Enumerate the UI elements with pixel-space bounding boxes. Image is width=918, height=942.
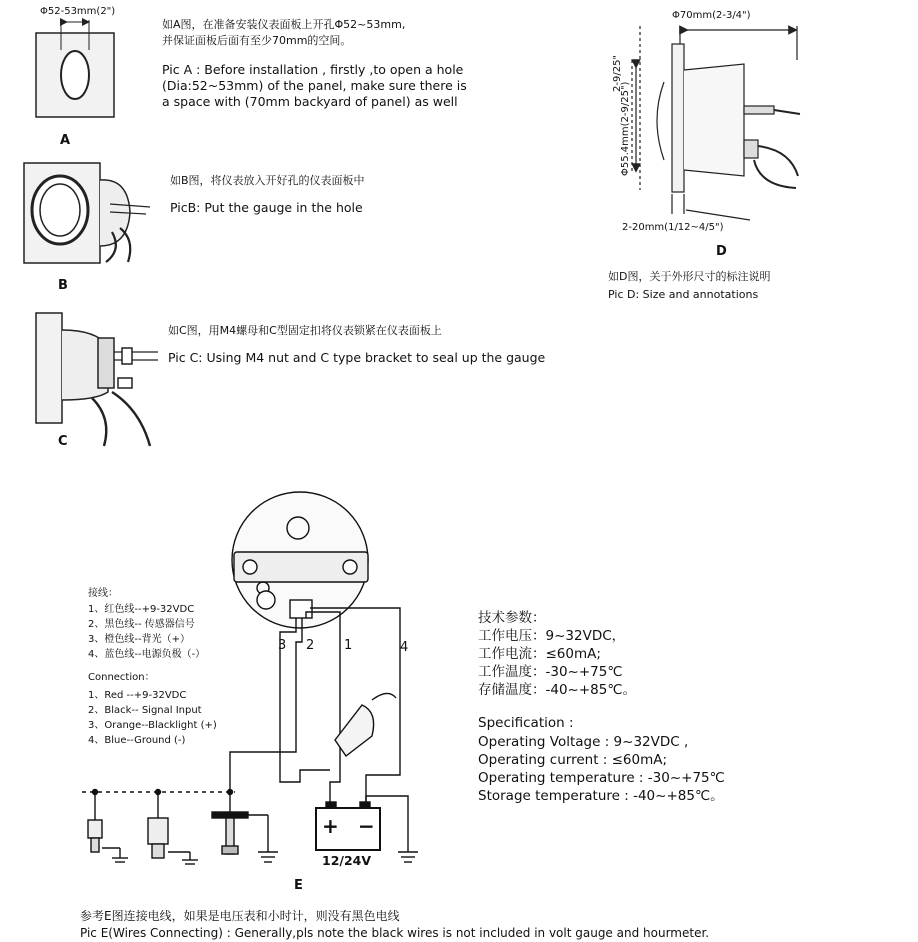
wiring-cn-item: 4、蓝色线--电源负极（-） [88, 649, 206, 660]
spec-en-line: Operating current : ≤60mA; [478, 752, 668, 768]
pic-c-en: Pic C: Using M4 nut and C type bracket to seal up the gauge [168, 350, 546, 365]
pic-a-cn-line1: 如A图，在准备安装仪表面板上开孔Φ52~53mm, [162, 18, 406, 31]
footer-en: Pic E(Wires Connecting) : Generally,pls note the black wires is not included in volt gauge and hourmeter. [80, 926, 710, 940]
wiring-en-item: 1、Red --+9-32VDC [88, 690, 187, 701]
pic-a-panel [36, 20, 114, 117]
pic-a-en-line1: Pic A : Before installation , firstly ,to open a hole [162, 62, 464, 77]
wiring-en-title: Connection： [88, 672, 155, 683]
spec-en-line: Operating temperature : -30~+75℃ [478, 770, 725, 786]
pic-c-cn: 如C图，用M4螺母和C型固定扣将仪表锁紧在仪表面板上 [168, 324, 442, 337]
spec-cn-line: 工作电压：9~32VDC， [478, 628, 626, 644]
pic-a-dimension: Φ52-53mm(2") [40, 6, 116, 17]
wire-number-1: 1 [344, 638, 353, 653]
wiring-cn-title: 接线： [88, 588, 118, 599]
wiring-cn-item: 3、橙色线--背光（+） [88, 634, 190, 645]
battery-plus: + [322, 814, 339, 838]
pic-d-dim-bottom: 2-20mm(1/12~4/5") [622, 222, 724, 233]
spec-en-line: Operating Voltage : 9~32VDC , [478, 734, 689, 750]
pic-a-en-line2: (Dia:52~53mm) of the panel, make sure there is [162, 78, 467, 93]
wiring-cn-item: 2、黑色线-- 传感器信号 [88, 619, 195, 630]
wire-number-4: 4 [400, 640, 409, 655]
wiring-en-item: 2、Black-- Signal Input [88, 705, 202, 716]
pic-c-gauge [36, 313, 158, 446]
pic-b-gauge [24, 163, 150, 263]
wiring-en-item: 4、Blue--Ground (-) [88, 735, 186, 746]
pic-d-sideview [632, 26, 800, 220]
spec-cn-title: 技术参数： [478, 610, 546, 626]
spec-en-title: Specification : [478, 715, 574, 731]
pic-a-en-line3: a space with (70mm backyard of panel) as well [162, 94, 458, 109]
spec-cn-line: 工作温度：-30~+75℃ [478, 664, 623, 680]
pic-d-en: Pic D: Size and annotations [608, 288, 759, 301]
wire-number-2: 2 [306, 638, 315, 653]
spec-cn-line: 存储温度：-40~+85℃。 [478, 682, 637, 698]
pic-a-letter: A [60, 133, 71, 148]
wiring-en-item: 3、Orange--Blacklight (+) [88, 720, 217, 731]
pic-d-dim-left: Φ55.4mm(2-9/25") [620, 81, 631, 176]
pic-d-dim-top: Φ70mm(2-3/4") [672, 10, 751, 21]
pic-d-cn: 如D图，关于外形尺寸的标注说明 [608, 270, 771, 283]
pic-a-cn-line2: 并保证面板后面有至少70mm的空间。 [162, 34, 352, 47]
pic-e-letter: E [294, 878, 303, 893]
battery-minus: − [358, 814, 375, 838]
pic-b-letter: B [58, 278, 68, 293]
spec-en-line: Storage temperature : -40~+85℃。 [478, 788, 724, 804]
pic-d-dim-left-top: 2-9/25" [612, 54, 623, 92]
pic-d-letter: D [716, 244, 727, 259]
battery-voltage-label: 12/24V [322, 853, 372, 868]
wire-number-3: 3 [278, 638, 287, 653]
footer-cn: 参考E图连接电线，如果是电压表和小时计，则没有黑色电线 [80, 909, 400, 923]
spec-cn-line: 工作电流：≤60mA; [478, 646, 601, 662]
wiring-cn-item: 1、红色线--+9-32VDC [88, 604, 195, 615]
pic-b-cn: 如B图，将仪表放入开好孔的仪表面板中 [170, 174, 365, 187]
pic-b-en: PicB: Put the gauge in the hole [170, 200, 363, 215]
pic-c-letter: C [58, 434, 68, 449]
